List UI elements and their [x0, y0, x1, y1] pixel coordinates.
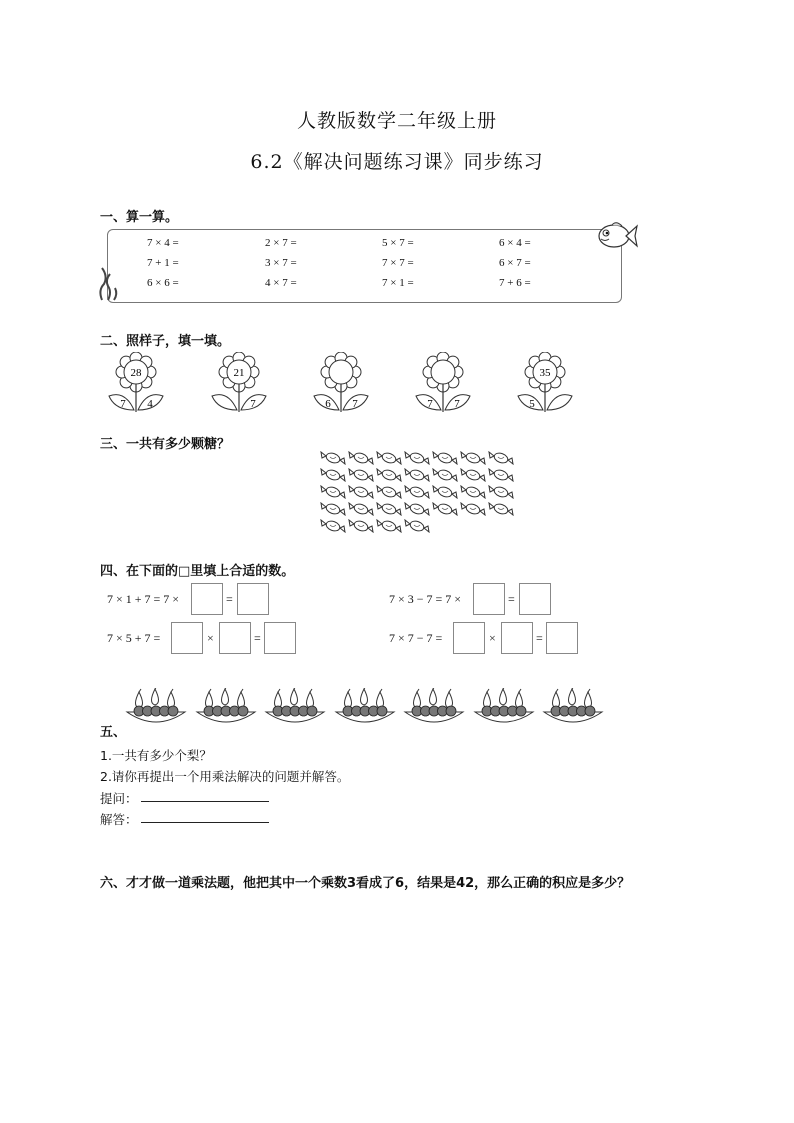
page-subtitle: 6.2《解决问题练习课》同步练习 [250, 151, 544, 173]
calc-item: 7 + 1 = [147, 257, 179, 269]
candy-icon [460, 451, 486, 465]
candy-icon [376, 519, 402, 533]
candy-icon [348, 519, 374, 533]
pear-plate-icon [125, 688, 187, 726]
candy-icon [376, 502, 402, 516]
section-2-heading: 二、照样子，填一填。 [100, 334, 231, 349]
equation-1: 7 × 1 + 7 = 7 × [107, 592, 180, 606]
flower-center-number: 21 [233, 367, 245, 379]
pear-plate-icon [195, 688, 257, 726]
candy-icon [432, 468, 458, 482]
candy-icon [320, 502, 346, 516]
flower-diagram [514, 352, 574, 414]
flower-left-leaf-number: 7 [427, 398, 433, 410]
equation-3: 7 × 5 + 7 = [107, 631, 161, 645]
candy-icon [348, 502, 374, 516]
candy-icon [376, 451, 402, 465]
flower-right-leaf-number: 4 [147, 398, 153, 410]
flower-diagram [412, 352, 472, 414]
answer-box[interactable] [473, 583, 505, 615]
answer-box[interactable] [264, 622, 296, 654]
question-5-2: 2.请你再提出一个用乘法解决的问题并解答。 [100, 769, 350, 784]
section-5-heading: 五、 [100, 725, 127, 740]
candy-icon [432, 485, 458, 499]
flower-diagram [208, 352, 268, 414]
flower-left-leaf-number: 7 [120, 398, 126, 410]
answer-box[interactable] [519, 583, 551, 615]
calc-item: 3 × 7 = [265, 257, 297, 269]
candy-icon [404, 502, 430, 516]
ask-label: 提问： [100, 791, 138, 806]
equation-2: 7 × 3 − 7 = 7 × [389, 592, 462, 606]
candy-icon [432, 502, 458, 516]
candy-icon [404, 519, 430, 533]
flower-diagram [105, 352, 165, 414]
calc-item: 6 × 4 = [499, 237, 531, 249]
candy-icon [320, 468, 346, 482]
candy-icon [320, 519, 346, 533]
candy-icon [348, 485, 374, 499]
answer-box[interactable] [546, 622, 578, 654]
candy-icon [348, 451, 374, 465]
answer-label: 解答： [100, 812, 138, 827]
section-6-heading: 六、才才做一道乘法题，他把其中一个乘数3看成了6，结果是42，那么正确的积应是多少？ [100, 876, 631, 891]
question-5-1: 1.一共有多少个梨？ [100, 748, 212, 763]
candy-icon [460, 502, 486, 516]
equals-sign: = [254, 631, 261, 645]
seaweed-icon [96, 266, 126, 302]
candy-icon [348, 468, 374, 482]
candy-icon [376, 485, 402, 499]
section-1-heading: 一、算一算。 [100, 210, 179, 225]
calc-item: 7 × 4 = [147, 237, 179, 249]
equation-4: 7 × 7 − 7 = [389, 631, 443, 645]
answer-box[interactable] [237, 583, 269, 615]
calc-item: 6 × 6 = [147, 277, 179, 289]
calc-item: 7 + 6 = [499, 277, 531, 289]
equals-sign: = [508, 592, 515, 606]
calc-item: 4 × 7 = [265, 277, 297, 289]
candy-icon [404, 468, 430, 482]
candy-icon [320, 451, 346, 465]
answer-box[interactable] [453, 622, 485, 654]
ask-answer-line[interactable] [141, 801, 269, 802]
calc-item: 7 × 1 = [382, 277, 414, 289]
candy-icon [376, 468, 402, 482]
candy-icon [488, 485, 514, 499]
times-sign: × [489, 631, 496, 645]
candy-icon [404, 485, 430, 499]
flower-right-leaf-number: 7 [352, 398, 358, 410]
equals-sign: = [226, 592, 233, 606]
times-sign: × [207, 631, 214, 645]
flower-right-leaf-number: 7 [250, 398, 256, 410]
candy-icon [404, 451, 430, 465]
flower-left-leaf-number: 5 [529, 398, 535, 410]
flower-center-number: 28 [130, 367, 142, 379]
section-4-heading: 四、在下面的□里填上合适的数。 [100, 564, 295, 579]
page-title: 人教版数学二年级上册 [296, 110, 497, 132]
candy-icon [460, 468, 486, 482]
calc-item: 7 × 7 = [382, 257, 414, 269]
answer-box[interactable] [171, 622, 203, 654]
flower-left-leaf-number: 6 [325, 398, 331, 410]
flower-center-number: 35 [539, 367, 551, 379]
calc-item: 2 × 7 = [265, 237, 297, 249]
candy-icon [488, 502, 514, 516]
answer-line[interactable] [141, 822, 269, 823]
pear-plate-icon [334, 688, 396, 726]
flower-right-leaf-number: 7 [454, 398, 460, 410]
answer-box[interactable] [219, 622, 251, 654]
calc-item: 6 × 7 = [499, 257, 531, 269]
candy-icon [320, 485, 346, 499]
equals-sign: = [536, 631, 543, 645]
flower-diagram [310, 352, 370, 414]
pear-plate-icon [403, 688, 465, 726]
candy-icon [460, 485, 486, 499]
candy-icon [432, 451, 458, 465]
candy-icon [488, 468, 514, 482]
pear-plate-icon [264, 688, 326, 726]
section-3-heading: 三、一共有多少颗糖？ [100, 437, 231, 452]
candy-icon [488, 451, 514, 465]
answer-box[interactable] [501, 622, 533, 654]
pear-plate-icon [473, 688, 535, 726]
pear-plate-icon [542, 688, 604, 726]
answer-box[interactable] [191, 583, 223, 615]
calc-item: 5 × 7 = [382, 237, 414, 249]
